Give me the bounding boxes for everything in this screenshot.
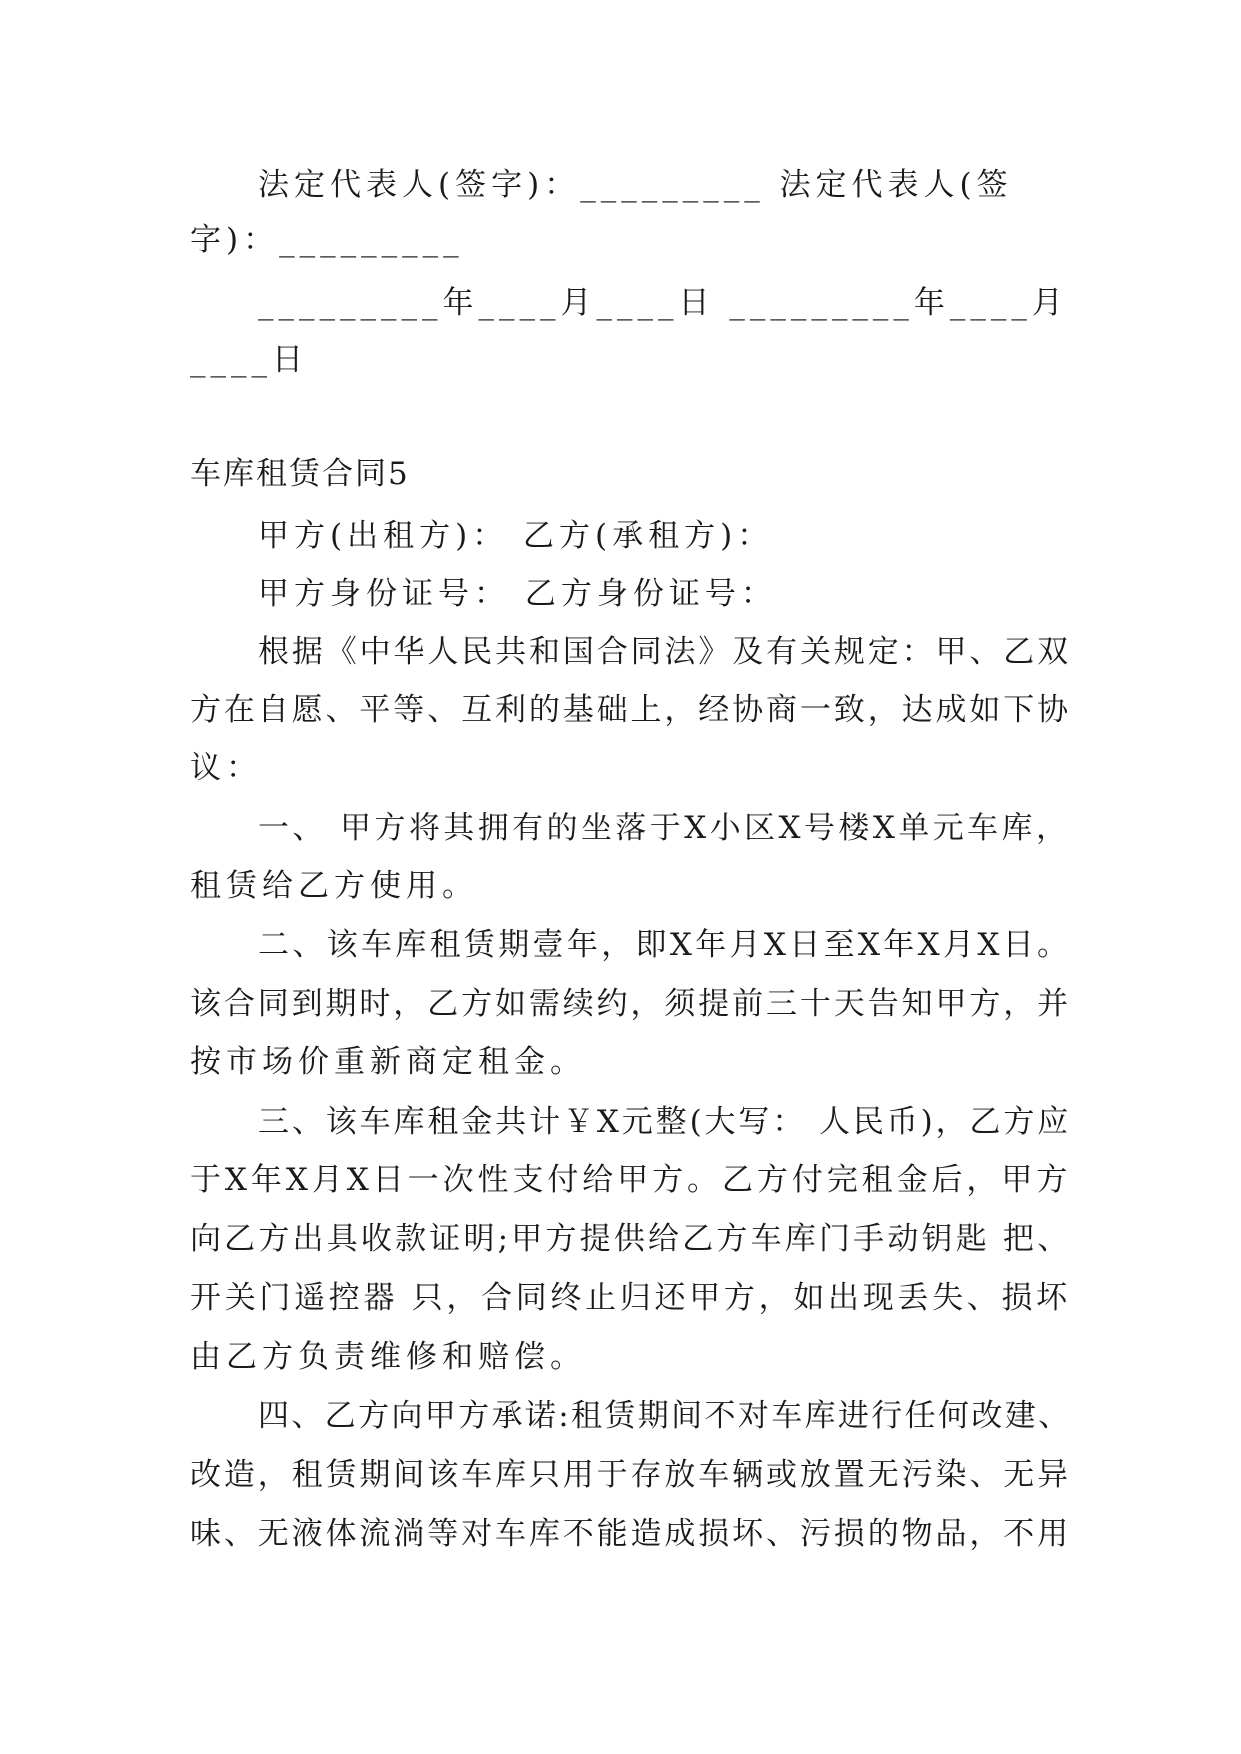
- clause-line: 一、 甲方将其拥有的坐落于X小区X号楼X单元车库，: [258, 810, 1071, 846]
- party-id-line: 甲方身份证号： 乙方身份证号：: [258, 576, 777, 612]
- preamble-line: 方在自愿、平等、互利的基础上，经协商一致，达成如下协: [190, 692, 1071, 728]
- clause-line: 按市场价重新商定租金。: [190, 1044, 586, 1080]
- clause-line: 改造，租赁期间该车库只用于存放车辆或放置无污染、无异: [190, 1457, 1071, 1493]
- clause-line: 味、无液体流淌等对车库不能造成损坏、污损的物品，不用: [190, 1516, 1071, 1552]
- clause-line: 三、该车库租金共计￥X元整(大写： 人民币)，乙方应: [258, 1104, 1072, 1140]
- clause-line: 该合同到期时，乙方如需续约，须提前三十天告知甲方，并: [190, 986, 1071, 1022]
- preamble-line: 根据《中华人民共和国合同法》及有关规定：甲、乙双: [258, 634, 1071, 670]
- clause-line: 四、乙方向甲方承诺:租赁期间不对车库进行任何改建、: [258, 1398, 1072, 1434]
- preamble-line: 议：: [190, 750, 262, 786]
- party-line: 甲方(出租方)： 乙方(承租方)：: [258, 518, 774, 554]
- signature-line: 字)：_________: [190, 222, 464, 258]
- clause-line: 由乙方负责维修和赔偿。: [190, 1339, 586, 1375]
- signature-line: 法定代表人(签字)：_________ 法定代表人(签: [258, 167, 1013, 203]
- date-line: ____日: [190, 342, 308, 378]
- clause-line: 二、该车库租赁期壹年，即X年月X日至X年X月X日。: [258, 927, 1072, 963]
- clause-line: 向乙方出具收款证明;甲方提供给乙方车库门手动钥匙 把、: [190, 1221, 1072, 1257]
- contract-title: 车库租赁合同5: [190, 456, 410, 492]
- clause-line: 租赁给乙方使用。: [190, 868, 478, 904]
- clause-line: 开关门遥控器 只，合同终止归还甲方，如出现丢失、损坏: [190, 1280, 1071, 1316]
- date-line: _________年____月____日 _________年____月: [258, 285, 1068, 321]
- clause-line: 于X年X月X日一次性支付给甲方。乙方付完租金后，甲方: [190, 1162, 1072, 1198]
